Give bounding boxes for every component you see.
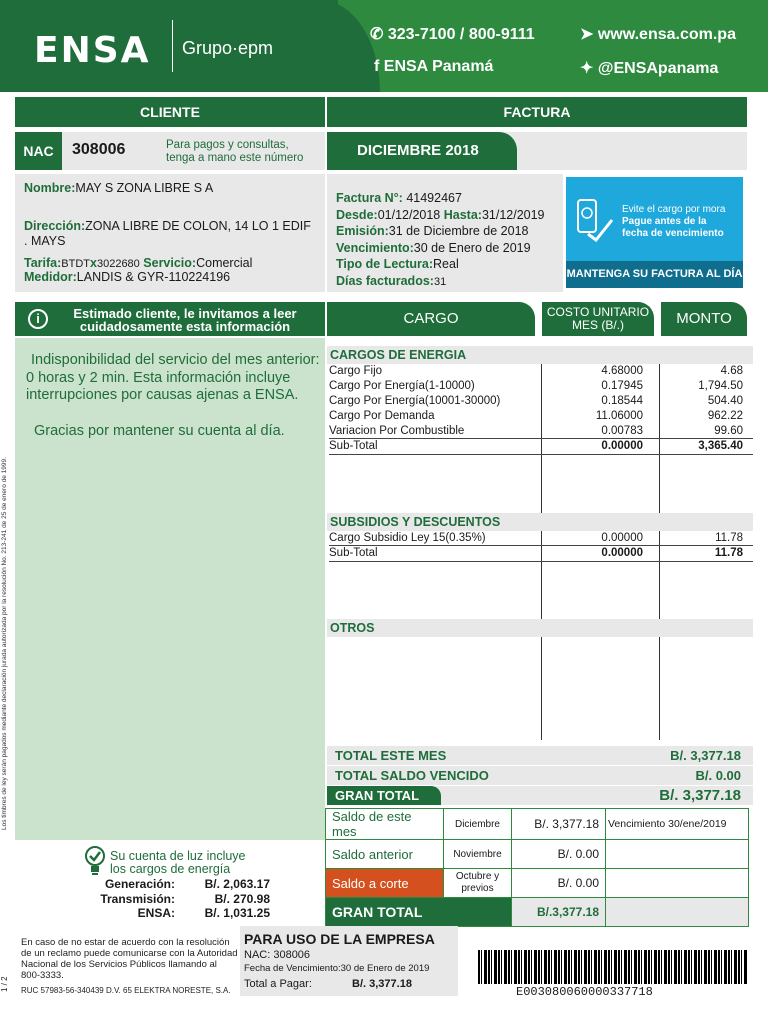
- website-contact[interactable]: ➤ www.ensa.com.pa: [580, 26, 736, 43]
- charge-row: [329, 379, 753, 394]
- charge-amt: 4.68: [720, 365, 743, 377]
- factura-header: FACTURA: [327, 97, 747, 127]
- total-este-mes: TOTAL ESTE MES B/. 3,377.18: [327, 746, 753, 765]
- empresa-nac: NAC: 308006: [244, 949, 311, 961]
- footer-legal: En caso de no estar de acuerdo con la resolución de un reclamo puede comunicarse con la Autoridad Nacional de los Servicios Públicos llamando al 800-3333.: [21, 937, 238, 981]
- client-medidor: Medidor:LANDIS & GYR-110224196: [24, 270, 231, 284]
- client-tarifa: Tarifa:BTDTx3022680 Servicio:Comercial: [24, 256, 253, 270]
- charge-unit: 4.68000: [601, 365, 643, 377]
- lightbulb-icon: [84, 845, 106, 877]
- cliente-header: CLIENTE: [15, 97, 325, 127]
- header-right-band: [338, 0, 768, 92]
- facebook-contact[interactable]: f ENSA Panamá: [374, 58, 494, 75]
- charge-unit: 0.17945: [601, 380, 643, 392]
- barcode-text: E003080060000337718: [516, 985, 653, 999]
- send-icon: ➤: [580, 26, 594, 43]
- page-number: 1 / 2: [0, 976, 9, 992]
- charge-name: Cargo Subsidio Ley 15(0.35%): [329, 532, 486, 544]
- ensa-logo: ENSA: [34, 30, 151, 71]
- side-legal-text: Los timbres de ley serán pagados mediante declaración jurada autorizada por la resolución No. 213-241 de 25 de enero de 1999.: [1, 457, 8, 830]
- energy-mix-values: Generación: B/. 2,063.17 Transmisión: B/. 270.98 ENSA: B/. 1,031.25: [100, 877, 270, 920]
- charge-name: Cargo Por Demanda: [329, 410, 435, 422]
- empresa-title: PARA USO DE LA EMPRESA: [244, 931, 435, 947]
- phone-pay-icon: [574, 198, 614, 242]
- phone-icon: ✆: [370, 26, 384, 43]
- section-subsidios: SUBSIDIOS Y DESCUENTOS: [327, 513, 753, 531]
- charge-name: Cargo Fijo: [329, 365, 383, 377]
- charge-unit: 0.00000: [601, 532, 643, 544]
- charge-amt: 962.22: [707, 410, 743, 422]
- grupo-epm-logo: Grupo·epm: [182, 38, 274, 58]
- footer-ruc: RUC 57983-56-340439 D.V. 65 ELEKTRA NORESTE, S.A.: [21, 986, 231, 995]
- empresa-venc: Fecha de Vencimiento:30 de Enero de 2019: [244, 963, 430, 974]
- logo-divider: [172, 20, 173, 72]
- charge-unit: 0.00783: [601, 425, 643, 437]
- invoice-details: Factura N°: 41492467 Desde:01/12/2018 Hasta:31/12/2019 Emisión:31 de Diciembre de 2018 Vencimiento:30 de Enero de 2019 Tipo de Lectura:Real Días facturados:31: [336, 191, 545, 288]
- charge-row: [329, 394, 753, 409]
- col-unit: COSTO UNITARIO MES (B/.): [542, 302, 654, 336]
- subsidios-subtotal-row: Sub-Total 0.00000 11.78: [329, 545, 753, 562]
- saldo-row: Saldo a corte Octubre y previos B/. 0.00: [326, 869, 749, 898]
- phone-contact: ✆ 323-7100 / 800-9111: [370, 26, 535, 43]
- charge-name: Cargo Por Energía(1-10000): [329, 380, 475, 392]
- charge-amt: 11.78: [715, 532, 743, 544]
- energia-subtotal-row: Sub-Total 0.00000 3,365.40: [329, 438, 753, 455]
- facebook-icon: f: [374, 58, 380, 75]
- promo-text: Evite el cargo por mora Pague antes de la fecha de vencimiento: [622, 204, 726, 239]
- notice-title: Estimado cliente, le invitamos a leer cuidadosamente esta información: [73, 306, 297, 334]
- period-label: DICIEMBRE 2018: [327, 132, 517, 170]
- twitter-contact[interactable]: ✦ @ENSApanama: [580, 60, 719, 77]
- charge-amt: 504.40: [707, 395, 743, 407]
- section-energia: CARGOS DE ENERGIA: [327, 346, 753, 364]
- barcode: [478, 950, 748, 984]
- client-address: Dirección:ZONA LIBRE DE COLON, 14 LO 1 EDIF . MAYS: [24, 219, 311, 248]
- section-otros: OTROS: [327, 619, 753, 637]
- charge-row: [329, 531, 753, 546]
- charge-row: [329, 409, 753, 424]
- saldo-table: [325, 808, 749, 927]
- saldo-gran-total: GRAN TOTAL B/.3,377.18: [326, 898, 749, 927]
- twitter-icon: ✦: [580, 60, 594, 77]
- charge-name: Variacion Por Combustible: [329, 425, 465, 437]
- col-cargo: CARGO: [327, 302, 535, 336]
- total-saldo-vencido: TOTAL SALDO VENCIDO B/. 0.00: [327, 766, 753, 785]
- charge-unit: 11.06000: [595, 410, 643, 422]
- gran-total-row: GRAN TOTAL B/. 3,377.18: [327, 786, 753, 805]
- charge-row: [329, 424, 753, 439]
- promo-footer: MANTENGA SU FACTURA AL DÍA: [566, 261, 743, 288]
- nac-note: Para pagos y consultas, tenga a mano este número: [166, 139, 304, 164]
- nac-label: NAC: [15, 132, 62, 170]
- info-icon: i: [28, 309, 48, 329]
- saldo-row: Saldo de este mes Diciembre B/. 3,377.18 Vencimiento 30/ene/2019: [326, 809, 749, 840]
- client-name: Nombre:MAY S ZONA LIBRE S A: [24, 181, 214, 195]
- charge-name: Cargo Por Energía(10001-30000): [329, 395, 501, 407]
- col-monto: MONTO: [661, 302, 747, 336]
- saldo-row: Saldo anterior Noviembre B/. 0.00: [326, 840, 749, 869]
- energy-mix-title: Su cuenta de luz incluye los cargos de energía: [110, 849, 246, 876]
- charge-amt: 1,794.50: [698, 380, 743, 392]
- nac-number: 308006: [72, 141, 126, 158]
- charge-row: [329, 364, 753, 379]
- empresa-total: B/. 3,377.18: [352, 978, 412, 990]
- empresa-total-label: Total a Pagar:: [244, 978, 312, 990]
- charge-amt: 99.60: [714, 425, 743, 437]
- notice-text: Indisponibilidad del servicio del mes anterior: 0 horas y 2 min. Esta información incluye interrupciones por causas ajenas a ENSA. Gracias por mantener su cuenta al día.: [26, 352, 320, 439]
- charge-unit: 0.18544: [601, 395, 643, 407]
